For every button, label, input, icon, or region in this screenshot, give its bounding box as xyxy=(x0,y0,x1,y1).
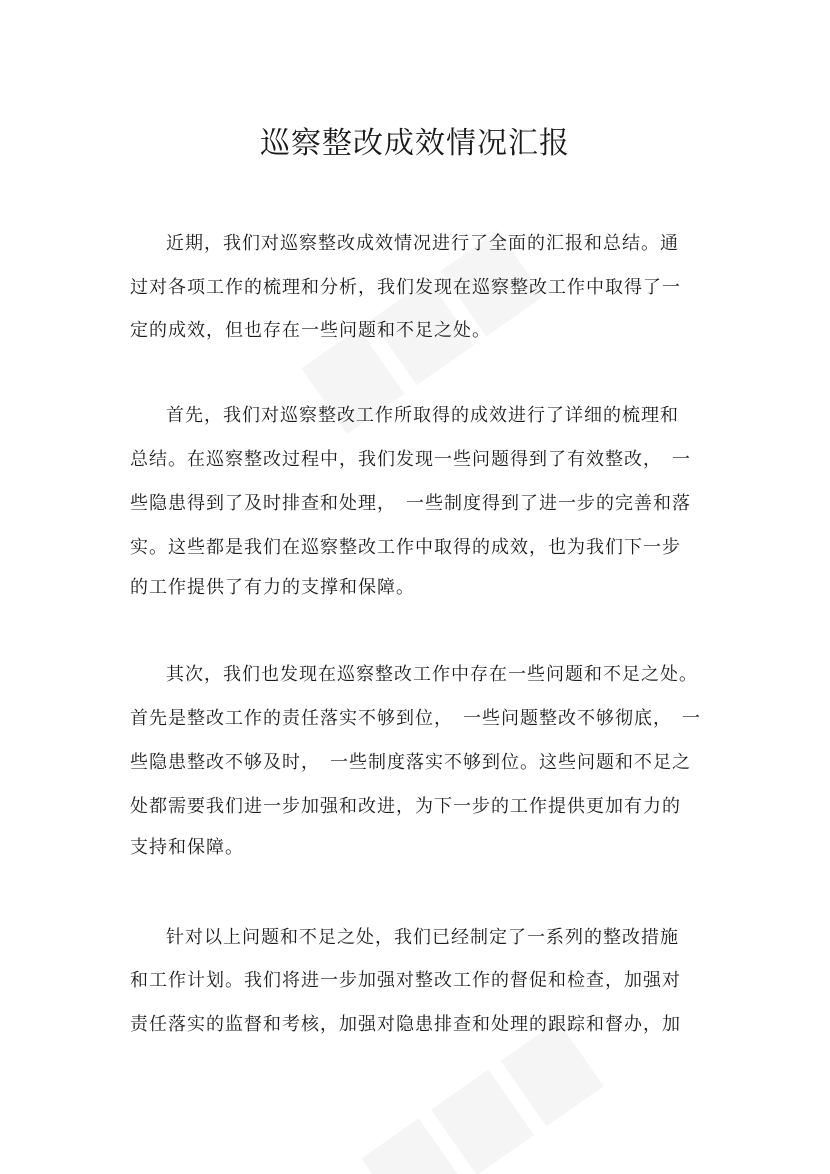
paragraph-4-line-2: 和工作计划。我们将进一步加强对整改工作的督促和检查，加强对 xyxy=(130,970,681,991)
paragraph-3-line-5: 支持和保障。 xyxy=(130,837,244,858)
paragraph-3-line-4: 处都需要我们进一步加强和改进，为下一步的工作提供更加有力的 xyxy=(130,796,681,817)
paragraph-1-line-1: 近期，我们对巡察整改成效情况进行了全面的汇报和总结。通 xyxy=(166,233,679,254)
paragraph-3-line-3: 些隐患整改不够及时， 一些制度落实不够到位。这些问题和不足之 xyxy=(130,752,691,773)
paragraph-1-line-3: 定的成效，但也存在一些问题和不足之处。 xyxy=(130,320,491,341)
document-title: 巡察整改成效情况汇报 xyxy=(260,126,570,161)
paragraph-2-line-1: 首先，我们对巡察整改工作所取得的成效进行了详细的梳理和 xyxy=(166,405,679,426)
paragraph-2-line-2: 总结。在巡察整改过程中，我们发现一些问题得到了有效整改， 一 xyxy=(130,449,691,470)
paragraph-4-line-3: 责任落实的监督和考核，加强对隐患排查和处理的跟踪和督办，加 xyxy=(130,1014,681,1035)
paragraph-3-line-1: 其次，我们也发现在巡察整改工作中存在一些问题和不足之处。 xyxy=(166,664,698,685)
paragraph-4-line-1: 针对以上问题和不足之处，我们已经制定了一系列的整改措施 xyxy=(166,927,679,948)
paragraph-2-line-3: 些隐患得到了及时排查和处理， 一些制度得到了进一步的完善和落 xyxy=(130,493,691,514)
paragraph-2-line-5: 的工作提供了有力的支撑和保障。 xyxy=(130,577,415,598)
paragraph-2-line-4: 实。这些都是我们在巡察整改工作中取得的成效，也为我们下一步 xyxy=(130,537,681,558)
paragraph-1-line-2: 过对各项工作的梳理和分析，我们发现在巡察整改工作中取得了一 xyxy=(130,277,681,298)
paragraph-3-line-2: 首先是整改工作的责任落实不够到位， 一些问题整改不够彻底， 一 xyxy=(130,708,701,729)
